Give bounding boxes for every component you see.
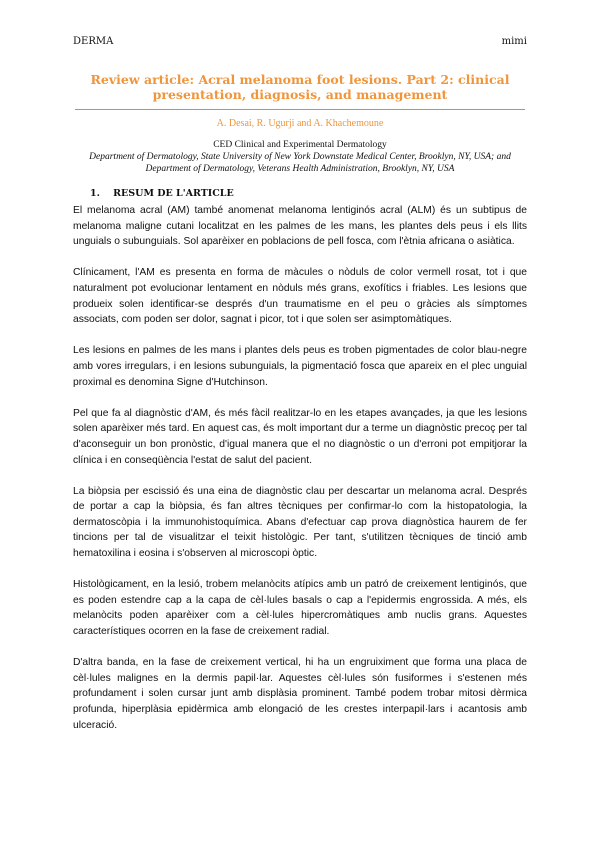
section-number: 1. [90,188,100,199]
section-heading [90,188,234,199]
paragraph: Histològicament, en la lesió, trobem melanòcits atípics amb un patró de creixement lentiginós, que es poden estendre cap a la capa de cèl·lules basals o cap a l'epidermis engrossida. A més, els melanòcits poden aparèixer com a cèl·lules hipercromàtiques amb nuclis grans. Aquestes característiques ocorren en la fase de creixement radial. [73,579,527,638]
department-1: Department of Dermatology, State University of New York Downstate Medical Center, Brooklyn, NY, USA; and [89,152,511,162]
journal-name: CED Clinical and Experimental Dermatology [213,140,387,150]
paragraph: Les lesions en palmes de les mans i plantes dels peus es troben pigmentades de color blau-negre amb vores irregulars, i en lesions subunguials, la pigmentació fosca que apareix en el plec unguial proximal es denomina Signe d'Hutchinson. [73,345,527,388]
header-journal: DERMA [73,36,114,47]
paragraph: El melanoma acral (AM) també anomenat melanoma lentiginós acral (ALM) és un subtipus de melanoma maligne cutani localitzat en les palmes de les mans, les plantes dels peus i els llits unguials o subunguials. Sol aparèixer en poblacions de pell fosca, com l'ètnia africana o asiàtica. [73,205,527,248]
article-body [73,203,527,749]
paragraph: La biòpsia per escissió és una eina de diagnòstic clau per descartar un melanoma acral. Després de portar a cap la biòpsia, és fan altres tècniques per confirmar-lo com la histopatologia, la dermatoscòpia i la immunohistoquímica. Abans d'efectuar cap prova diagnòstica haurem de fer tincions per tal de visualitzar el teixit histològic. Per tant, s'utilitzen tècniques de tinció amb hematoxilina i eosina i s'observen al microscopi òptic. [73,485,527,560]
department-2: Department of Dermatology, Veterans Health Administration, Brooklyn, NY, USA [145,164,455,174]
authors: A. Desai, R. Ugurji and A. Khachemoune [216,118,384,129]
affiliation [70,139,530,175]
article-title: Review article: Acral melanoma foot lesions. Part 2: clinical presentation, diagnosis, and management [90,72,510,102]
title-divider [75,109,525,110]
paragraph: Clínicament, l'AM es presenta en forma de màcules o nòduls de color vermell rosat, tot i que naturalment pot evolucionar lentament en nòduls més grans, exofítics i friables. Les lesions que produeix solen identificar-se després d'un traumatisme en el peu o gràcies als símptomes associats, com poden ser dolor, sagnat i picor, tot i que solen ser asimptomàtiques. [73,267,527,326]
paragraph: D'altra banda, en la fase de creixement vertical, hi ha un engruiximent que forma una placa de cèl·lules malignes en la dermis papil·lar. Aquestes cèl·lules són fusiformes i s'estenen més profundament i solen cursar junt amb displàsia prominent. També podem trobar mitosi dèrmica profunda, hiperplàsia epidèrmica amb elongació de les crestes interpapil·lars i acantosis amb ulceració. [73,657,527,731]
section-title: RESUM DE L'ARTICLE [113,188,234,199]
header-author: mimi [501,36,527,47]
paragraph: Pel que fa al diagnòstic d'AM, és més fàcil realitzar-lo en les etapes avançades, ja que les lesions solen aparèixer més tard. En aquest cas, és molt important dur a terme un diagnòstic precoç per tal d'aconseguir un bon pronòstic, d'igual manera que el no diagnòstic o un d'erroni pot empitjorar la clínica i en conseqüència l'estat de salut del pacient. [73,407,527,466]
